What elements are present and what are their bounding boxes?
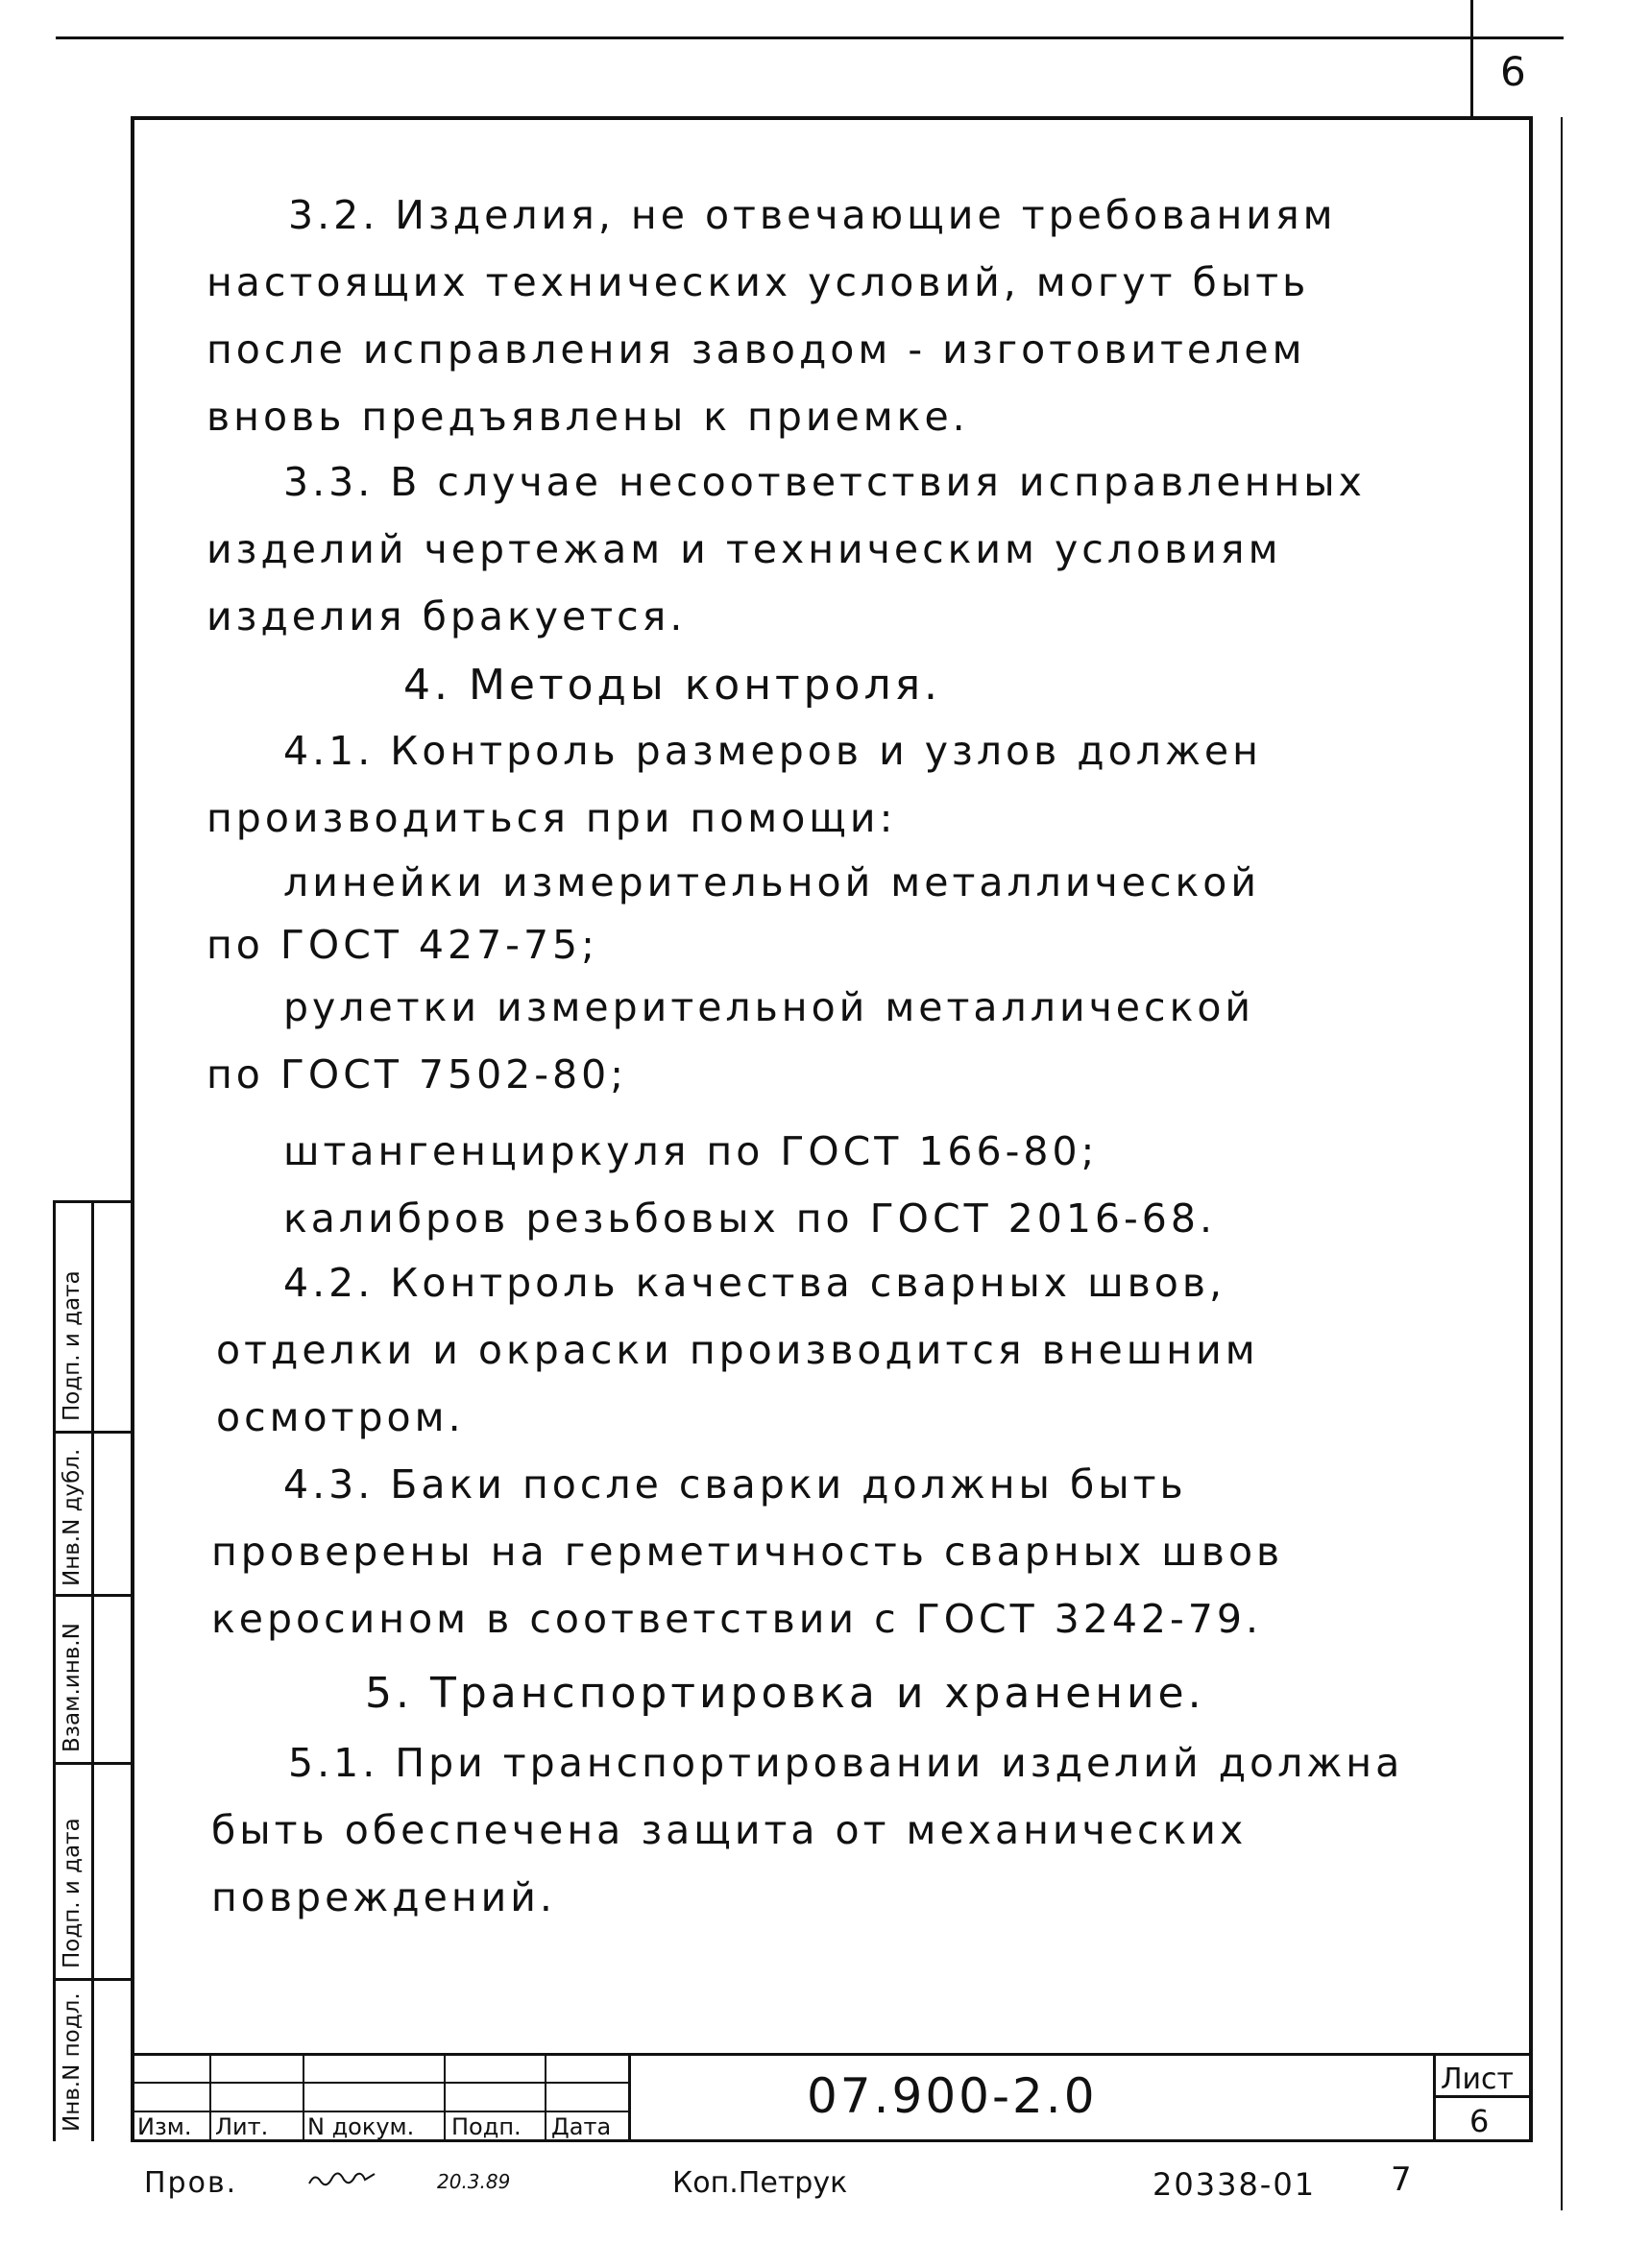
footer-date: 20.3.89 (437, 2170, 511, 2193)
body-line: настоящих технических условий, могут быть (206, 259, 1310, 305)
margin-label-inv-podl: Инв.N подл. (60, 1992, 85, 2132)
section-heading: 5. Транспортировка и хранение. (365, 1669, 1205, 1718)
body-line: 4.3. Баки после сварки должны быть (283, 1461, 1187, 1508)
section-heading: 4. Методы контроля. (403, 661, 942, 710)
body-line: рулетки измерительной металлической (283, 984, 1255, 1030)
margin-stamp-row (53, 1594, 134, 1597)
frame-left (131, 116, 134, 2142)
body-line: штангенциркуля по ГОСТ 166-80; (283, 1128, 1099, 1174)
body-line: 3.3. В случае несоответствия исправленных (283, 459, 1366, 505)
title-col-sep (303, 2053, 304, 2141)
margin-stamp-row (53, 1762, 134, 1765)
header-izm: Изм. (137, 2113, 192, 2140)
title-col-sep (444, 2053, 446, 2141)
sheet-number: 6 (1469, 2103, 1490, 2139)
body-line: 5.1. При транспортировании изделий должна (288, 1740, 1404, 1786)
title-col-sep (628, 2053, 631, 2141)
title-block-row (131, 2111, 630, 2112)
body-line: линейки измерительной металлической (283, 859, 1260, 905)
margin-stamp-row (53, 1200, 134, 1203)
sheet-label: Лист (1441, 2063, 1515, 2096)
body-line: изделия бракуется. (206, 593, 687, 639)
footer-copier: Коп.Петрук (672, 2166, 848, 2200)
doc-code: 07.900-2.0 (807, 2068, 1098, 2124)
footer-prov: Пров. (144, 2166, 238, 2200)
outer-right-rule (1561, 117, 1563, 2210)
title-block-top (131, 2053, 1533, 2056)
footer-archive-number: 20338-01 (1153, 2166, 1317, 2203)
frame-top (131, 116, 1533, 120)
signature-icon (305, 2164, 382, 2193)
body-line: отделки и окраски производится внешним (216, 1327, 1259, 1373)
title-block-row (131, 2082, 630, 2084)
sheet-box-left (1433, 2053, 1436, 2141)
body-line: вновь предъявлены к приемке. (206, 394, 969, 440)
header-data: Дата (551, 2113, 612, 2140)
margin-label-podp-data-2: Подп. и дата (60, 1270, 85, 1421)
header-lit: Лит. (215, 2113, 269, 2140)
margin-stamp-row (53, 1431, 134, 1434)
body-line: 3.2. Изделия, не отвечающие требованиям (288, 192, 1337, 238)
page-number-box-left (1470, 0, 1473, 117)
frame-right (1529, 116, 1533, 2142)
body-line: осмотром. (216, 1394, 465, 1440)
footer-copy-sheet: 7 (1391, 2160, 1412, 2199)
margin-label-inv-dubl: Инв.N дубл. (60, 1448, 85, 1586)
header-n-dokum: N докум. (307, 2113, 415, 2140)
margin-label-podp-data: Подп. и дата (60, 1818, 85, 1968)
body-line: после исправления заводом - изготовителем (206, 326, 1306, 373)
page-number: 6 (1500, 48, 1526, 95)
top-rule (56, 36, 1564, 39)
margin-stamp-left (53, 1200, 56, 2141)
body-line: 4.2. Контроль качества сварных швов, (283, 1260, 1226, 1306)
body-line: изделий чертежам и техническим условиям (206, 526, 1282, 572)
body-line: керосином в соответствии с ГОСТ 3242-79. (211, 1596, 1263, 1642)
header-podp: Подп. (451, 2113, 522, 2140)
body-line: проверены на герметичность сварных швов (211, 1529, 1284, 1575)
title-col-sep (209, 2053, 211, 2141)
body-line: производиться при помощи: (206, 795, 897, 841)
title-col-sep (545, 2053, 546, 2141)
body-line: по ГОСТ 7502-80; (206, 1051, 628, 1098)
body-line: калибров резьбовых по ГОСТ 2016-68. (283, 1195, 1216, 1242)
body-line: по ГОСТ 427-75; (206, 922, 598, 968)
body-line: быть обеспечена защита от механических (211, 1807, 1248, 1853)
body-line: повреждений. (211, 1874, 556, 1920)
body-line: 4.1. Контроль размеров и узлов должен (283, 728, 1262, 774)
margin-stamp-divider (91, 1200, 94, 2141)
margin-label-vzam-inv: Взам.инв.N (60, 1623, 85, 1752)
margin-stamp-row (53, 1978, 134, 1981)
